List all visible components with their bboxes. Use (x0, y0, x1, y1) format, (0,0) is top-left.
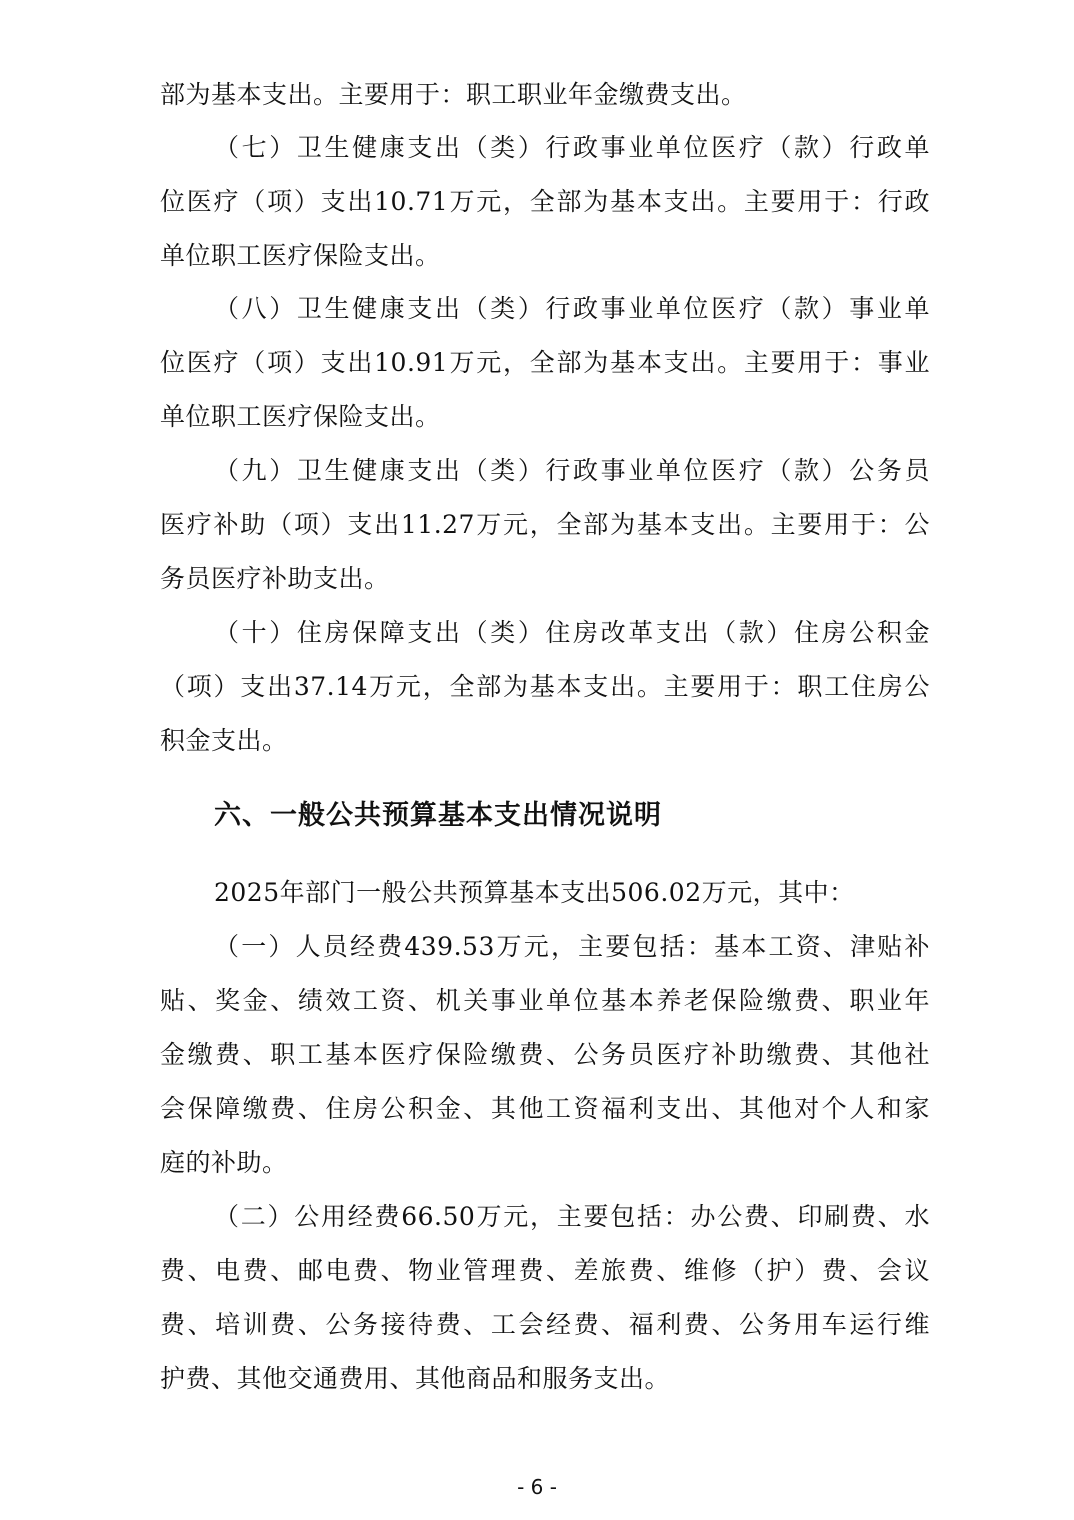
paragraph-line: 积金支出。 (160, 726, 288, 755)
paragraph-line: （二）公用经费66.50万元，主要包括：办公费、印刷费、水 (214, 1202, 930, 1231)
paragraph-line: （七）卫生健康支出（类）行政事业单位医疗（款）行政单 (214, 133, 930, 162)
paragraph-line: （十）住房保障支出（类）住房改革支出（款）住房公积金 (214, 618, 930, 647)
paragraph-line: 务员医疗补助支出。 (160, 564, 390, 593)
paragraph-line: 护费、其他交通费用、其他商品和服务支出。 (160, 1364, 671, 1393)
section-heading: 六、一般公共预算基本支出情况说明 (214, 800, 662, 831)
paragraph-line: （项）支出37.14万元，全部为基本支出。主要用于：职工住房公 (160, 672, 930, 701)
paragraph-line: （八）卫生健康支出（类）行政事业单位医疗（款）事业单 (214, 294, 930, 323)
paragraph-line: 位医疗（项）支出10.71万元，全部为基本支出。主要用于：行政 (160, 187, 930, 216)
paragraph-line: 医疗补助（项）支出11.27万元，全部为基本支出。主要用于：公 (160, 510, 930, 539)
paragraph-line: （九）卫生健康支出（类）行政事业单位医疗（款）公务员 (214, 456, 930, 485)
paragraph-line: 金缴费、职工基本医疗保险缴费、公务员医疗补助缴费、其他社 (160, 1040, 930, 1069)
page-number: - 6 - (517, 1475, 557, 1499)
paragraph-line: 2025年部门一般公共预算基本支出506.02万元，其中： (214, 878, 855, 907)
paragraph-line: 位医疗（项）支出10.91万元，全部为基本支出。主要用于：事业 (160, 348, 930, 377)
paragraph-line: 部为基本支出。主要用于：职工职业年金缴费支出。 (160, 80, 747, 109)
paragraph-line: 费、培训费、公务接待费、工会经费、福利费、公务用车运行维 (160, 1310, 930, 1339)
paragraph-line: 会保障缴费、住房公积金、其他工资福利支出、其他对个人和家 (160, 1094, 930, 1123)
paragraph-line: 费、电费、邮电费、物业管理费、差旅费、维修（护）费、会议 (160, 1256, 930, 1285)
paragraph-line: （一）人员经费439.53万元，主要包括：基本工资、津贴补 (214, 932, 930, 961)
paragraph-line: 庭的补助。 (160, 1148, 288, 1177)
paragraph-line: 单位职工医疗保险支出。 (160, 402, 441, 431)
paragraph-line: 贴、奖金、绩效工资、机关事业单位基本养老保险缴费、职业年 (160, 986, 930, 1015)
paragraph-line: 单位职工医疗保险支出。 (160, 241, 441, 270)
